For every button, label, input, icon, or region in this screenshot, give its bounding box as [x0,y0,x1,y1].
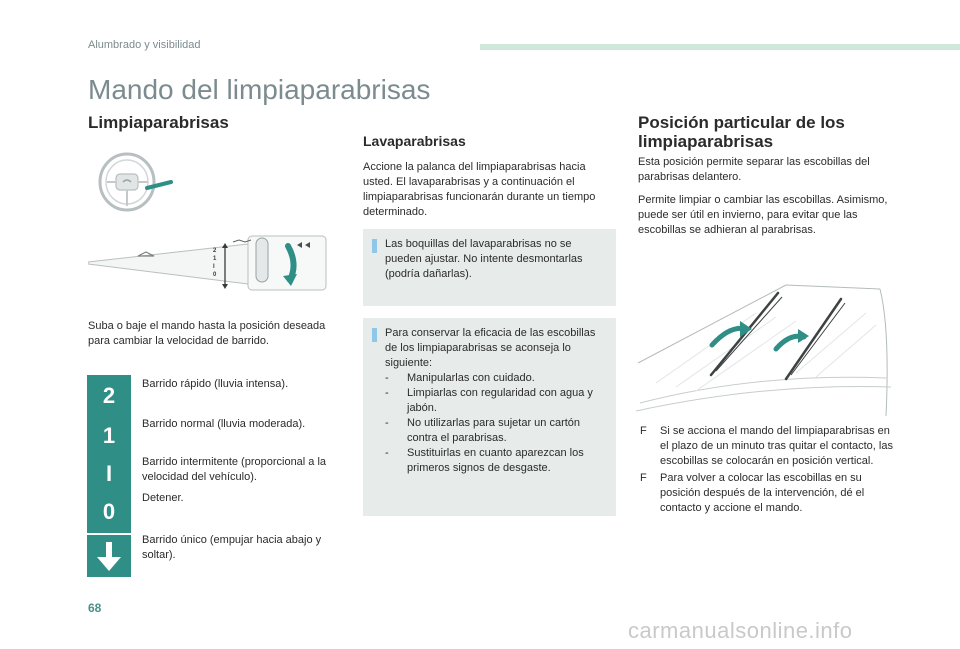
label-speed-1: Barrido normal (lluvia moderada). [142,418,306,430]
note-nozzles-text: Las boquillas del lavaparabrisas no se pueden ajustar. No intente desmontarlas (podría dañarlas). [385,238,583,280]
windscreen-wipers-illustration [636,283,892,416]
stalk-position-marks [213,247,216,279]
care-item: - Limpiarlas con regularidad con agua y jabón. [385,387,593,414]
heading-limpiaparabrisas: Limpiaparabrisas [88,113,229,132]
stalk-mark-i: I [213,264,215,270]
stalk-mark-2: 2 [213,248,217,254]
badge-speed-1: 1 [87,415,131,457]
note-mark [372,328,377,342]
care-item: - No utilizarlas para sujetar un cartón contra el parabrisas. [385,417,581,444]
special-position-p2: Permite limpiar o cambiar las escobillas. Asimismo, puede ser útil en invierno, para evitar que las escobillas se adhieran al parabrisas. [638,194,888,236]
section-header: Alumbrado y visibilidad [88,39,201,51]
heading-lavaparabrisas: Lavaparabrisas [363,133,466,149]
badge-single-wipe [87,535,131,577]
care-item: - Sustituirlas en cuanto aparezcan los primeros signos de desgaste. [385,447,584,474]
care-list [385,371,604,476]
label-speed-2: Barrido rápido (lluvia intensa). [142,378,289,390]
stalk-mark-1: 1 [213,256,217,262]
note-nozzles [363,229,616,306]
header-bar [480,44,960,50]
down-arrow-icon [87,535,131,577]
note-care [363,318,616,516]
bullet-item: F Si se acciona el mando del limpiaparabrisas en el plazo de un minuto tras quitar el contacto, las escobillas se colocarán en posición vertical. [640,425,893,467]
badge-intermittent: I [87,453,131,495]
heading-special-position: Posición particular de los limpiaparabrisas [638,113,845,151]
care-item: - Manipularlas con cuidado. [385,372,535,384]
badge-speed-2: 2 [87,375,131,417]
label-single-wipe: Barrido único (empujar hacia abajo y soltar). [142,534,322,561]
bullet-item: F Para volver a colocar las escobillas en su posición después de la intervención, dé el contacto y accione el mando. [640,472,865,514]
watermark: carmanualsonline.info [628,618,853,643]
washer-body-text: Accione la palanca del limpiaparabrisas hacia usted. El lavaparabrisas y a continuación el limpiaparabrisas funcionarán durante un tiempo determinado. [363,161,596,218]
left-intro-text: Suba o baje el mando hasta la posición deseada para cambiar la velocidad de barrido. [88,320,326,347]
special-position-p1: Esta posición permite separar las escobillas del parabrisas delantero. [638,156,870,183]
special-position-bullets [638,424,893,518]
label-stop: Detener. [142,492,184,504]
steering-wheel-illustration [95,148,175,216]
label-intermittent: Barrido intermitente (proporcional a la velocidad del vehículo). [142,456,327,483]
wiper-stalk-illustration [88,232,336,296]
note-care-intro: Para conservar la eficacia de las escobillas de los limpiaparabrisas se aconseja lo siguiente: [385,327,596,369]
note-mark [372,239,377,253]
badge-stop: 0 [87,491,131,533]
stalk-mark-0: 0 [213,272,217,278]
page-title: Mando del limpiaparabrisas [88,74,431,105]
page-number: 68 [88,601,102,615]
